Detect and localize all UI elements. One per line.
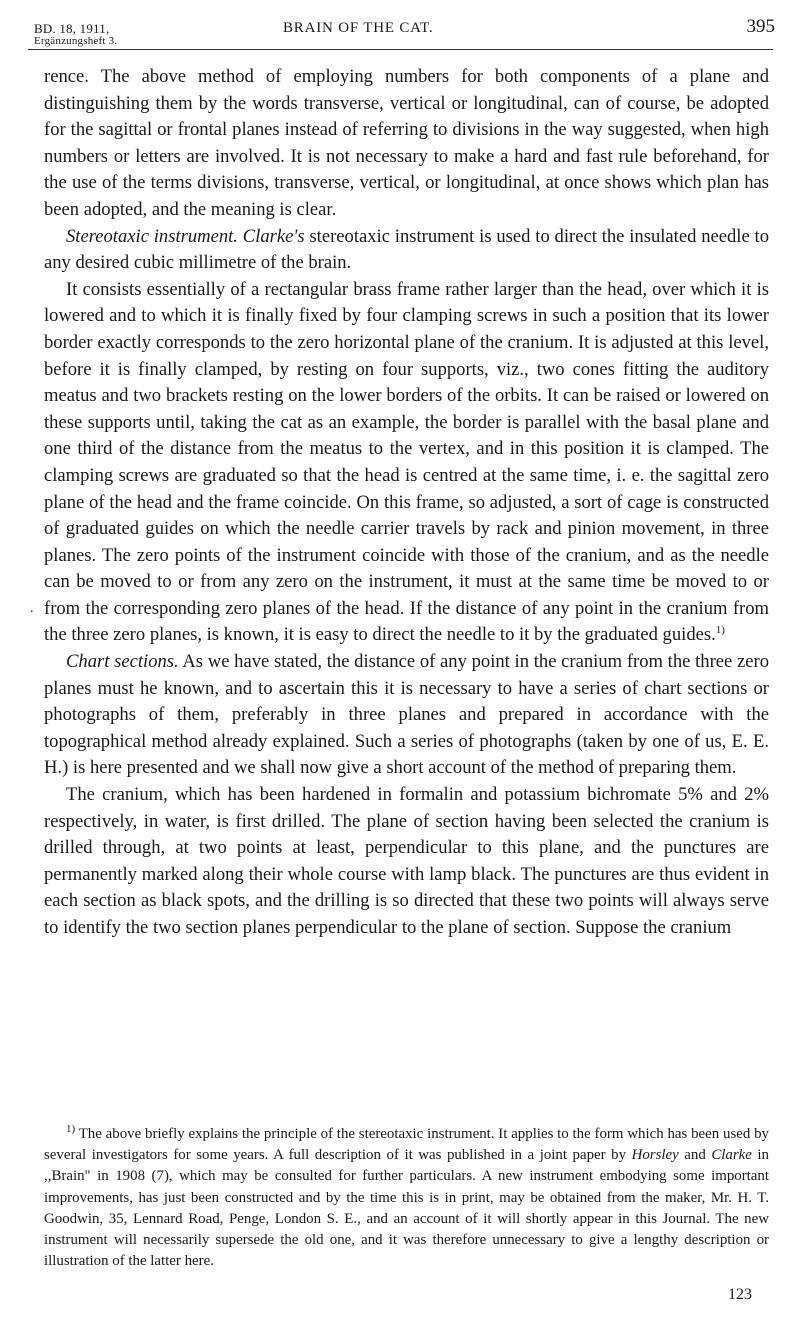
- paragraph-stereotaxic-instrument: [44, 224, 769, 277]
- author-name-clarke: Clarke's: [242, 225, 305, 247]
- paragraph-text: As we have stated, the distance of any point in the cranium from the three zero planes must he known, and to ascertain this it is necessary to have a series of chart sections or photographs of them, preferably in three planes and prepared in accordance with the topographical method already explained. Such a series of photographs (taken by one of us, E. E. H.) is here presented and we shall now give a short account of the method of preparing them.: [44, 651, 769, 779]
- footnote-marker: 1): [66, 1123, 76, 1136]
- page-number: 123: [728, 1286, 752, 1303]
- author-name-clarke: Clarke: [711, 1147, 752, 1164]
- paragraph-frame-description: [44, 277, 769, 649]
- margin-mark: .: [30, 601, 34, 616]
- section-heading-stereotaxic: Stereotaxic instrument.: [66, 225, 238, 247]
- main-text: [44, 64, 769, 942]
- paragraph-text: It consists essentially of a rectangular brass frame rather larger than the head, over which it is lowered and to which it is finally fixed by four clamping screws in such a position that its lower border exactly corresponds to the zero horizontal plane of the cranium. It is adjusted at this level, before it is finally clamped, by resting on four supports, viz., two cones fitting the auditory meatus and two brackets resting on the lower borders of the orbits. It can be raised or lowered on these supports until, taking the cat as an example, the border is parallel with the basal plane and one third of the distance from the meatus to the vertex, and in this position it is clamped. The clamping screws are graduated so that the head is centred at the same time, i. e. the sagittal zero plane of the head and the frame coincide. On this frame, so adjusted, a sort of cage is constructed of graduated guides on which the needle carrier travels by rack and pinion movement, in three planes. The zero points of the instrument coincide with those of the cranium, and as the needle can be moved to or from any zero on the instrument, it must at the same time be moved to or from the corresponding zero planes of the head. If the distance of any point in the cranium from the three zero planes, is known, it is easy to direct the needle to it by the graduated guides.: [44, 278, 769, 646]
- paragraph-text: stereotaxic instrument is used to direct the insulated needle to any desired cubic millimetre of the brain.: [44, 225, 769, 274]
- footnote-reference[interactable]: 1): [715, 624, 725, 637]
- paragraph-cranium-preparation: The cranium, which has been hardened in formalin and potassium bichromate 5% and 2% respectively, in water, is first drilled. The plane of section having been selected the cranium is drilled through, at two points at least, perpendicular to this plane, and the punctures are permanently marked along their whole course with lamp black. The punctures are thus evident in each section as black spots, and the drilling is so directed that these two points will always serve to identify the two section planes perpendicular to the plane of section. Suppose the cranium: [44, 784, 769, 938]
- header-rule: [28, 49, 773, 50]
- section-heading-chart-sections: Chart sections.: [66, 651, 179, 673]
- footnote: [44, 1124, 769, 1272]
- footnote-text: $^{1)}$ The above briefly explains the principle of the stereotaxic instrument. It applies to the form which has been used by several investigators for some years. A full description of it was published in a joint paper by Horsley and Clarke in ,,Brain" in 1908 (7), which may be consulted for further particulars. A new instrument embodying some important improvements, has just been constructed and by the time this is in print, may be obtained from the maker, Mr. H. T. Goodwin, 35, Lennard Road, Penge, London S. E., and an account of it will shortly appear in this Journal. The new instrument will necessarily supersede the old one, and it was therefore unnecessary to give a lengthy description or illustration of the latter here.: [44, 1123, 770, 1270]
- running-title: BRAIN OF THE CAT.: [283, 20, 434, 36]
- journal-reference: [34, 22, 117, 48]
- paragraph-chart-sections: [44, 649, 769, 782]
- running-head: [28, 18, 783, 54]
- journal-supplement: Ergänzungsheft 3.: [34, 35, 118, 47]
- journal-page-number: 395: [746, 16, 775, 37]
- author-name-horsley: Horsley: [631, 1147, 679, 1164]
- paragraph-numbering-method: rence. The above method of employing numbers for both components of a plane and distinguishing them by the words transverse, vertical or longitudinal, can of course, be adopted for the sagittal or frontal planes instead of referring to divisions in the way suggested, when high numbers or letters are involved. It is not necessary to make a hard and fast rule beforehand, for the use of the terms divisions, transverse, vertical, or longitudinal, at once shows which plan has been adopted, and the meaning is clear.: [44, 66, 769, 220]
- journal-volume: BD. 18, 1911,: [34, 21, 110, 36]
